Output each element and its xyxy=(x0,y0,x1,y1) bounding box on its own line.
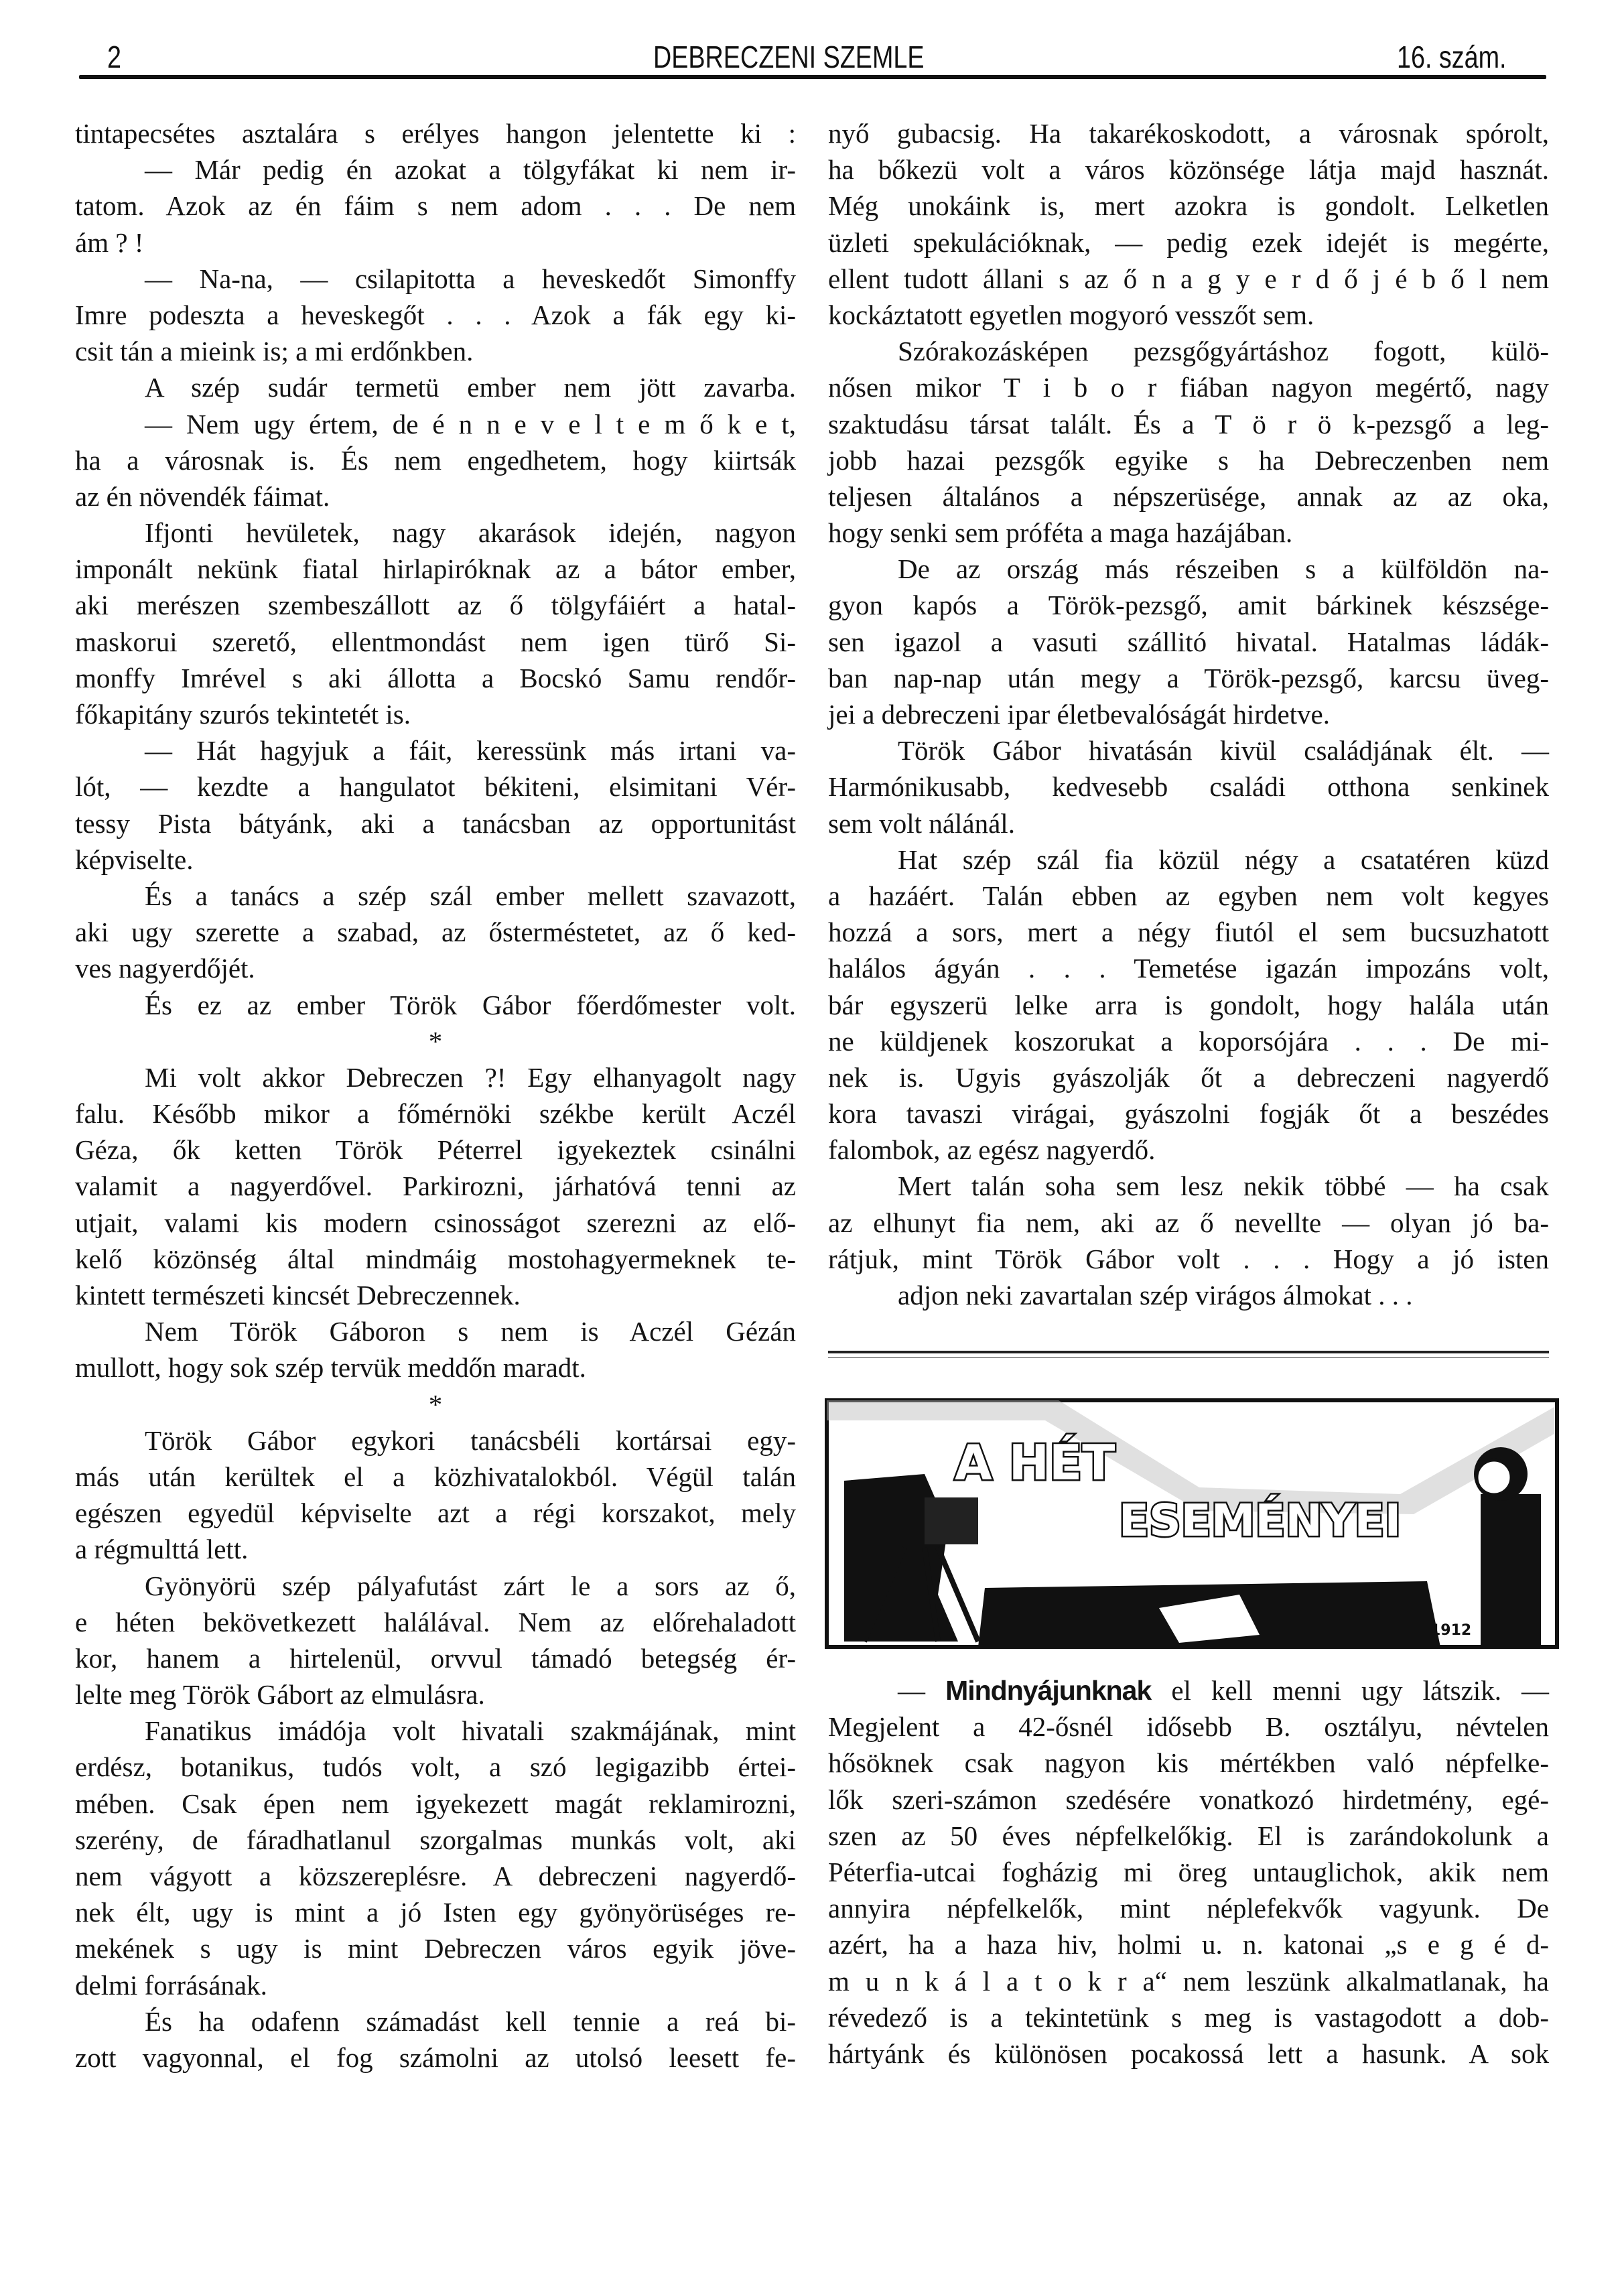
text-line: delmi forrásának. xyxy=(75,1969,267,2001)
text-line: De az ország más részeiben s a külföldön na- xyxy=(898,553,1549,585)
section-divider xyxy=(828,1351,1549,1353)
text-line: mullott, hogy sok szép tervük meddőn maradt. xyxy=(75,1352,586,1384)
text-line: kelő közönség által mindmáig mostohagyermeknek te- xyxy=(75,1243,796,1274)
text-line: az én növendék fáimat. xyxy=(75,480,330,512)
text-line: csit tán a mieink is; a mi erdőnkben. xyxy=(75,336,474,367)
text-line: nek élt, ugy is mint a jó Isten egy gyönyörüséges re- xyxy=(75,1897,796,1928)
text-line: imponált nekünk fiatal hirlapiróknak az a bátor ember, xyxy=(75,553,796,585)
text-line: gyon kapós a Török-pezsgő, amit bárkinek készsége- xyxy=(828,590,1549,621)
newspaper-title: DEBRECZENI SZEMLE xyxy=(653,40,925,74)
text-line: hártyánk és különösen pocakossá lett a hasunk. A sok xyxy=(828,2037,1549,2069)
text-line: teljesen általános a népszerüsége, annak az az oka, xyxy=(828,480,1549,512)
text-line: lelte meg Török Gábort az elmulásra. xyxy=(75,1679,485,1711)
text-line: hogy senki sem próféta a maga hazájában. xyxy=(828,517,1293,549)
lead-rest: el kell menni ugy látszik. — xyxy=(1151,1675,1550,1706)
text-line: hozzá a sors, mert a négy fiutól el sem bucsuzhatott xyxy=(828,917,1549,948)
text-line: annyira népfelkelők, mint néplefekvők vagyunk. De xyxy=(828,1893,1549,1924)
text-line: sem volt nálánál. xyxy=(828,807,1015,839)
text-line: falombok, az egész nagyerdő. xyxy=(828,1134,1156,1166)
text-line: falu. Később mikor a főmérnöki székbe került Aczél xyxy=(75,1098,796,1130)
text-line: halálos ágyán . . . Temetése igazán impozáns volt, xyxy=(828,953,1549,984)
text-line: * xyxy=(428,1388,443,1420)
text-line: * xyxy=(428,1025,443,1057)
text-line: Megjelent a 42-ősnél idősebb B. osztályu, névtelen xyxy=(828,1711,1549,1743)
text-line: jei a debreczeni ipar életbevalóságát hirdetve. xyxy=(828,699,1330,730)
text-line: kora tavaszi virágai, gyászolni fogják őt a beszédes xyxy=(828,1098,1549,1130)
text-line: ám ? ! xyxy=(75,226,144,258)
header-rule xyxy=(79,75,1546,79)
text-line: valamit a nagyerdővel. Parkirozni, járhatóvá tenni az xyxy=(75,1170,796,1202)
text-line: — Na-na, — csilapitotta a heveskedőt Simonffy xyxy=(145,263,796,294)
text-line: Hat szép szál fia közül négy a csatatéren küzd xyxy=(898,844,1549,875)
lead-bold-word: Mindnyájunknak xyxy=(945,1675,1152,1706)
text-line: sen igazol a vasuti szállitó hivatal. Hatalmas ládák- xyxy=(828,626,1549,657)
right-column xyxy=(828,115,1549,1313)
text-line: képviselte. xyxy=(75,844,194,875)
text-line: — Hát hagyjuk a fáit, keressünk más irtani va- xyxy=(145,735,796,766)
text-line: rátjuk, mint Török Gábor volt . . . Hogy a jó isten xyxy=(828,1243,1549,1274)
text-line: — Nem ugy értem, de é n n e v e l t e m ő k e t, xyxy=(145,408,796,440)
text-line: bár egyszerü lelke arra is gondolt, hogy halála után xyxy=(828,989,1549,1020)
news-item-column xyxy=(828,1672,1549,2072)
text-line: mében. Csak épen nem igyekezett magát reklamirozni, xyxy=(75,1788,796,1819)
illustration-signature: 1912 xyxy=(1430,1622,1472,1639)
lead-dash: — xyxy=(898,1675,946,1706)
text-line: Mert talán soha sem lesz nekik többé — ha csak xyxy=(898,1170,1549,1202)
page-number: 2 xyxy=(107,40,121,74)
text-line: Harmónikusabb, kedvesebb családi otthona senkinek xyxy=(828,771,1549,803)
text-line: tessy Pista bátyánk, aki a tanácsban az opportunitást xyxy=(75,807,796,839)
text-line: adjon neki zavartalan szép virágos álmokat . . . xyxy=(898,1280,1413,1311)
text-line: aki merészen szembeszállott az ő tölgyfáiért a hatal- xyxy=(75,590,796,621)
text-line: erdész, botanikus, tudós volt, a szó legigazibb értei- xyxy=(75,1751,796,1783)
text-line: szaktudásu társat talált. És a T ö r ö k-pezsgő a leg- xyxy=(828,408,1549,440)
text-line: hősöknek csak nagyon kis mértékben való népfelke- xyxy=(828,1747,1549,1779)
illustration-title-1: A HÉT xyxy=(955,1434,1115,1491)
text-line: Géza, ők ketten Török Péterrel igyekeztek csinálni xyxy=(75,1134,796,1166)
text-line: monffy Imrével s aki állotta a Bocskó Samu rendőr- xyxy=(75,662,796,693)
text-line: főkapitány szurós tekintetét is. xyxy=(75,699,411,730)
text-line: És a tanács a szép szál ember mellett szavazott, xyxy=(145,880,796,911)
text-line: ha bőkezü volt a város közönsége látja majd hasznát. xyxy=(828,154,1549,186)
text-line: révedező is a tekintetünk s meg is vastagodott a dob- xyxy=(828,2001,1549,2033)
text-line: Ifjonti hevületek, nagy akarások idején, nagyon xyxy=(145,517,796,549)
text-line: jobb hazai pezsgők egyike s ha Debreczenben nem xyxy=(828,444,1549,476)
issue-number: 16. szám. xyxy=(1397,40,1507,74)
text-line: m u n k á l a t o k r a“ nem leszünk alkalmatlanak, ha xyxy=(828,1965,1549,1997)
text-line: nem vágyott a közszereplésre. A debreczeni nagyerdő- xyxy=(75,1861,796,1891)
text-line: Fanatikus imádója volt hivatali szakmájának, mint xyxy=(145,1715,796,1747)
text-line: maskorui szerető, ellentmondást nem igen türő Si- xyxy=(75,626,796,657)
text-line: ne küldjenek koszorukat a koporsójára . . . De mi- xyxy=(828,1025,1549,1057)
text-line: aki ugy szerette a szabad, az ősterméstetet, az ő ked- xyxy=(75,917,796,948)
text-line: kor, hanem a hirtelenül, orvvul támadó betegség ér- xyxy=(75,1642,796,1674)
text-line: — Már pedig én azokat a tölgyfákat ki nem ir- xyxy=(145,154,796,186)
text-line: az elhunyt fia nem, aki az ő nevellte — olyan jó ba- xyxy=(828,1207,1549,1238)
news-item-body xyxy=(828,1709,1549,2072)
text-line: lők szeri-számon szedésére vonatkozó hirdetmény, egé- xyxy=(828,1784,1549,1815)
text-line: Török Gábor hivatásán kivül családjának élt. — xyxy=(898,735,1549,766)
text-line: Gyönyörü szép pályafutást zárt le a sors az ő, xyxy=(145,1570,796,1601)
text-line: utjait, valami kis modern csinosságot szerezni az elő- xyxy=(75,1207,796,1238)
text-line: kintett természeti kincsét Debreczennek. xyxy=(75,1280,521,1311)
text-line: üzleti spekulációknak, — pedig ezek idejét is megérte, xyxy=(828,226,1549,258)
section-divider-thin xyxy=(828,1357,1549,1358)
text-line: tintapecsétes asztalára s erélyes hangon jelentette ki : xyxy=(75,118,796,149)
illustration-title-2: ESEMÉNYEI xyxy=(1119,1495,1402,1546)
text-line: mekének s ugy is mint Debreczen város egyik jöve- xyxy=(75,1933,796,1964)
text-line: A szép sudár termetü ember nem jött zavarba. xyxy=(145,372,796,403)
text-line: ban nap-nap után megy a Török-pezsgő, karcsu üveg- xyxy=(828,662,1549,693)
text-line: Török Gábor egykori tanácsbéli kortársai egy- xyxy=(145,1424,796,1456)
text-line: ha a városnak is. És nem engedhetem, hogy kiirtsák xyxy=(75,444,796,476)
text-line: lót, — kezdte a hangulatot békiteni, elsimitani Vér- xyxy=(75,771,796,803)
text-line: zott vagyonnal, el fog számolni az utolsó leesett fe- xyxy=(75,2041,796,2073)
text-line: más után kerültek el a közhivatalokból. Végül talán xyxy=(75,1461,796,1492)
text-line: szen az 50 éves népfelkelőkig. El is zarándokolunk a xyxy=(828,1820,1549,1851)
text-line: ves nagyerdőjét. xyxy=(75,953,255,984)
text-line: nyő gubacsig. Ha takarékoskodott, a városnak spórolt, xyxy=(828,118,1549,149)
text-line: Még unokáink is, mert azokra is gondolt. Lelketlen xyxy=(828,190,1549,222)
news-item-lead-line xyxy=(828,1672,1549,1709)
text-line: nek is. Ugyis gyászolják őt a debreczeni nagyerdő xyxy=(828,1061,1549,1093)
left-column xyxy=(75,115,796,2076)
text-line: Szórakozásképen pezsgőgyártáshoz fogott, külö- xyxy=(898,336,1549,367)
a-het-esemenyei-illustration xyxy=(824,1394,1561,1656)
text-line: Nem Török Gáboron s nem is Aczél Gézán xyxy=(145,1316,796,1347)
text-line: Imre podeszta a heveskegőt . . . Azok a fák egy ki- xyxy=(75,299,796,330)
text-line: Péterfia-utcai fogházig mi öreg untauglichok, akik nem xyxy=(828,1856,1549,1887)
text-line: És ha odafenn számadást kell tennie a reá bi- xyxy=(145,2005,796,2037)
text-line: a régmulttá lett. xyxy=(75,1534,249,1565)
text-line: És ez az ember Török Gábor főerdőmester volt. xyxy=(145,989,796,1020)
text-line: nősen mikor T i b o r fiában nagyon megértő, nagy xyxy=(828,372,1549,403)
text-line: a hazáért. Talán ebben az egyben nem volt kegyes xyxy=(828,880,1549,911)
text-line: egészen egyedül képviselte azt a régi korszakot, mely xyxy=(75,1497,796,1529)
text-line: azért, ha a haza hiv, holmi u. n. katonai „s e g é d- xyxy=(828,1929,1549,1960)
text-line: Mi volt akkor Debreczen ?! Egy elhanyagolt nagy xyxy=(145,1061,796,1093)
text-line: szerény, de fáradhatlanul szorgalmas munkás volt, aki xyxy=(75,1824,796,1855)
text-line: e héten bekövetkezett halálával. Nem az előrehaladott xyxy=(75,1606,796,1637)
text-line: tatom. Azok az én fáim s nem adom . . . De nem xyxy=(75,190,796,222)
text-line: ellent tudott állani s az ő n a g y e r d ő j é b ő l nem xyxy=(828,263,1549,294)
text-line: kockáztatott egyetlen mogyoró vesszőt sem. xyxy=(828,299,1314,330)
